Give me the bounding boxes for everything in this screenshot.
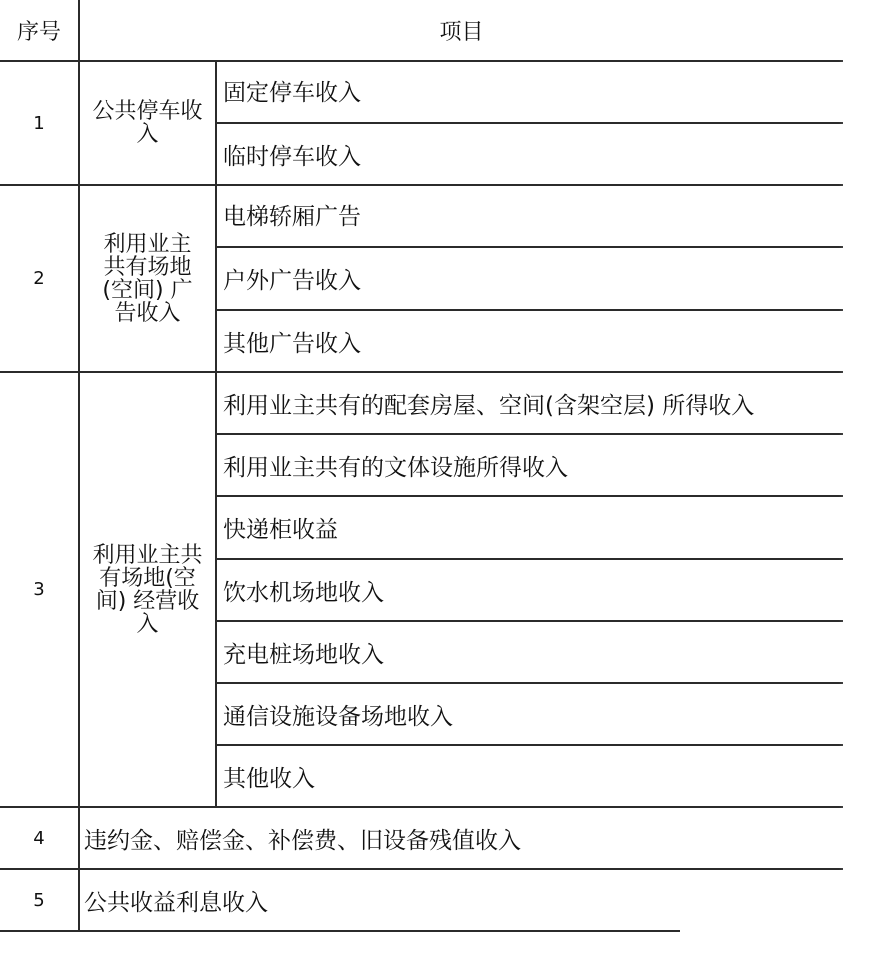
header-item: 项目 <box>439 19 484 45</box>
item-cell: 利用业主共有的配套房屋、空间(含架空层) 所得收入 <box>223 392 755 419</box>
item-cell: 充电桩场地收入 <box>223 641 384 668</box>
item-cell: 其他广告收入 <box>223 330 361 357</box>
seq-number: 2 <box>33 268 45 289</box>
category-text: 利用业主共有场地(空间) 经营收入 <box>92 542 203 637</box>
category-cell <box>80 373 215 806</box>
seq-number: 3 <box>33 579 45 600</box>
item-cell: 电梯轿厢广告 <box>223 204 361 230</box>
item-cell: 固定停车收入 <box>223 80 361 106</box>
item-cell: 公共收益利息收入 <box>84 889 268 916</box>
category-cell <box>80 62 215 184</box>
header-seq: 序号 <box>16 19 61 45</box>
item-cell: 临时停车收入 <box>223 143 361 170</box>
category-cell <box>80 186 215 371</box>
item-cell: 利用业主共有的文体设施所得收入 <box>223 454 568 481</box>
item-cell: 通信设施设备场地收入 <box>223 703 453 730</box>
row-divider <box>0 930 680 932</box>
item-cell: 其他收入 <box>223 765 315 792</box>
item-cell: 饮水机场地收入 <box>223 579 384 606</box>
item-cell: 快递柜收益 <box>223 517 338 543</box>
seq-number: 5 <box>33 889 45 911</box>
item-cell: 户外广告收入 <box>223 268 361 294</box>
item-cell: 违约金、赔偿金、补偿费、旧设备残值收入 <box>84 827 521 854</box>
right-edge-fade <box>839 0 871 935</box>
seq-number: 1 <box>33 112 45 134</box>
category-text: 利用业主共有场地(空间) 广告收入 <box>102 231 193 326</box>
category-text: 公共停车收入 <box>92 99 203 147</box>
seq-number: 4 <box>33 827 45 849</box>
